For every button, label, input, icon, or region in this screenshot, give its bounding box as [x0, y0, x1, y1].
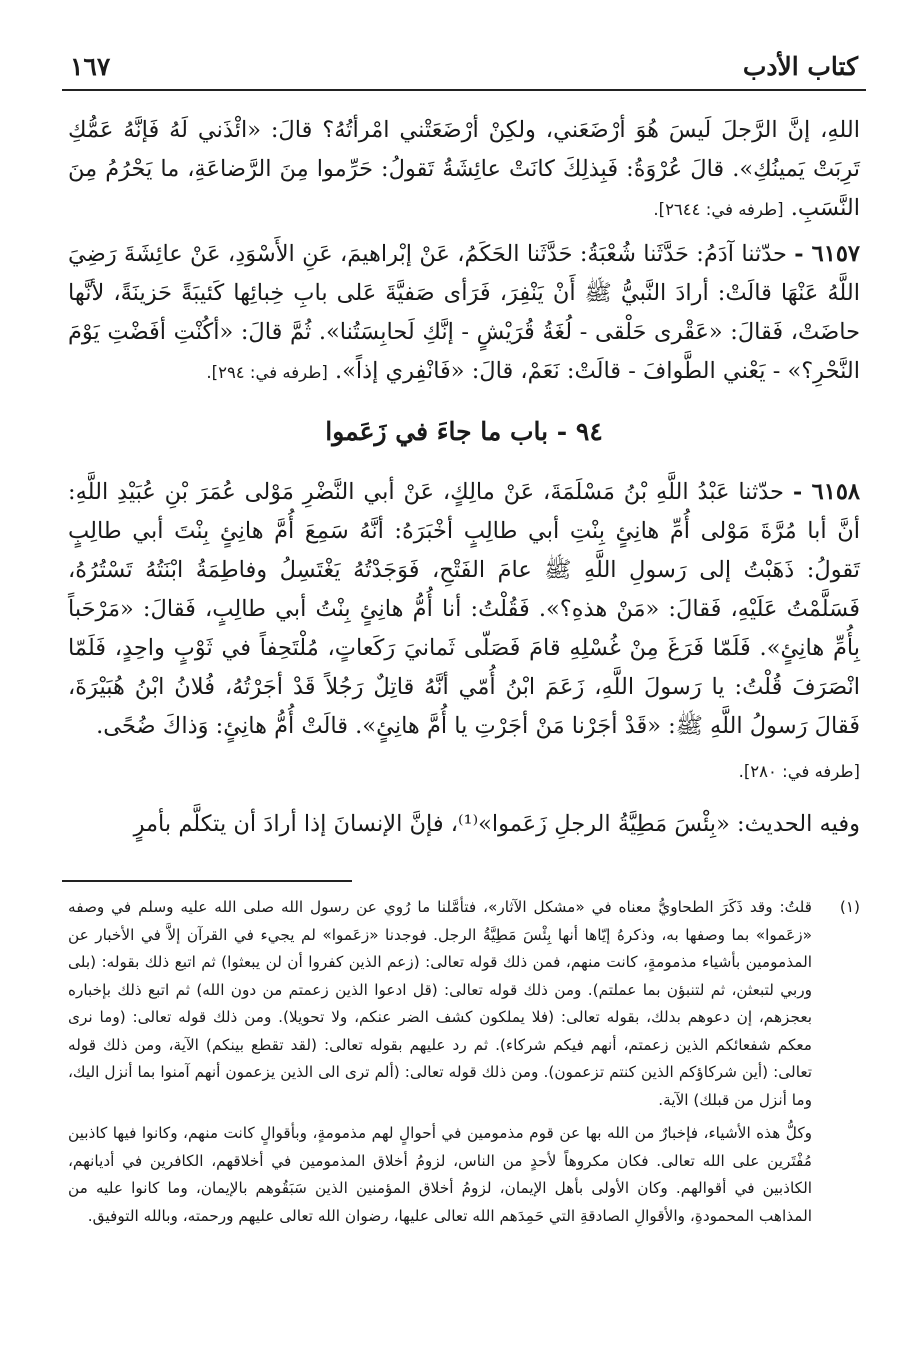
book-title: كتاب الأدب [742, 52, 858, 81]
cross-reference: [طرفه في: ٢٩٤]. [206, 363, 328, 382]
cross-reference: [طرفه في: ٢٦٤٤]. [653, 200, 784, 219]
hadith-text: حدّثنا عَبْدُ اللَّهِ بْنُ مَسْلَمَةَ، عَنْ مالِكٍ، عَنْ أبي النَّضْرِ مَوْلى عُمَرَ بْنِ عُبَيْدِ اللَّهِ: أنَّ أبا مُرَّةَ مَوْلى أُمِّ هانِئٍ بِنْتِ أبي طالِبٍ أخْبَرَهُ: أنَّهُ سَمِعَ أُمَّ هانِئٍ بِنْتَ أبي طالِبٍ تَقولُ: ذَهَبْتُ إلى رَسولِ اللَّهِ ﷺ عامَ الفَتْحِ، فَوَجَدْتُهُ يَغْتَسِلُ وفاطِمَةُ ابْنَتُهُ تَسْتُرُهُ، فَسَلَّمْتُ عَلَيْهِ، فَقالَ: «مَنْ هذهِ؟». فَقُلْتُ: أنا أُمُّ هانِئٍ بِنْتُ أبي طالِبٍ، فَقالَ: «مَرْحَباً بِأُمِّ هانِئٍ». فَلَمّا فَرَغَ مِنْ غُسْلِهِ قامَ فَصَلّى ثَمانيَ رَكَعاتٍ، مُلْتَحِفاً في ثَوْبٍ واحِدٍ، فَلَمّا انْصَرَفَ قُلْتُ: يا رَسولَ اللَّهِ، زَعَمَ ابْنُ أُمّي أنَّهُ قاتِلٌ رَجُلاً قَدْ أجَرْتُهُ، فُلانُ ابْنُ هُبَيْرَةَ، فَقالَ رَسولُ اللَّهِ ﷺ: «قَدْ أجَرْنا مَنْ أجَرْتِ يا أُمَّ هانِئٍ». قالَتْ أُمُّ هانِئٍ: وَذاكَ ضُحًى. [68, 479, 860, 739]
hadith-6157 [68, 235, 860, 392]
footnote-body [68, 894, 812, 1236]
running-header [62, 52, 866, 89]
hadith-text: حدّثنا آدَمُ: حَدَّثَنا شُعْبَةُ: حَدَّثَنا الحَكَمُ، عَنْ إبْراهيمَ، عَنِ الأَسْوَدِ، عَنْ عائِشَةَ رَضِيَ اللَّهُ عَنْهَا قالَتْ: أرادَ النَّبيُّ ﷺ أَنْ يَنْفِرَ، فَرَأى صَفيَّةَ عَلى بابِ خِبائِها كَئيبَةً حَزينَةً، لأنَّها حاضَتْ، فَقالَ: «عَقْرى حَلْقى - لُغَةُ قُرَيْشٍ - إنَّكِ لَحابِسَتُنا». ثُمَّ قالَ: «أكُنْتِ أفَضْتِ يَوْمَ النَّحْرِ؟» - يَعْني الطَّوافَ - قالَتْ: نَعَمْ، قالَ: «فَانْفِري إذاً». [68, 241, 860, 384]
continuation-paragraph [68, 111, 860, 229]
page-number: ١٦٧ [70, 52, 111, 81]
hadith-number: ٦١٥٧ - [794, 241, 860, 267]
header-rule [62, 89, 866, 91]
footnotes [68, 894, 860, 1236]
hadith-6158 [68, 473, 860, 746]
footnote-rule [62, 880, 352, 882]
closing-paragraph: وفيه الحديث: «بِئْسَ مَطِيَّةُ الرجلِ زَعَموا»⁽¹⁾، فإنَّ الإنسانَ إذا أرادَ أن يتكلَّم بأمرٍ [133, 811, 860, 837]
footnote-paragraph: قلتُ: وقد ذَكَرَ الطحاويُّ معناه في «مشكل الآثار»، فتأمَّلنا ما رُوي عن رسول الله صلى الله عليه وسلم في وصفه «زعَموا» بما وصفها به، وذكرهُ إيّاها أنها بِئْسَ مَطِيَّةُ الرجل. فوجدنا «زعَموا» لم يجيء في القرآن إلاَّ في الأخبار عن المذمومين بأشياء مذمومةٍ، كانت منهم، فمن ذلك قوله تعالى: (زعم الذين كفروا أن لن يبعثوا) ثم اتبع ذلك بقوله: (بلى وربي لتبعثن، ثم لتنبؤن بما عملتم). ومن ذلك قوله تعالى: (قل ادعوا الذين زعمتم من دون الله) ثم اتبع ذلك بإخباره بعجزهم، إن دعوهم بدلك، بقوله تعالى: (فلا يملكون كشف الضر عنكم، ولا تحويلا). ومن ذلك قوله تعالى: (وما نرى معكم شفعائكم الذين زعمتم، أنهم فيكم شركاء). ثم رد عليهم بقوله تعالى: (لقد تقطع بينكم) الآية، ومن ذلك قوله تعالى: (أين شركاؤكم الذين كنتم تزعمون). ومن ذلك قوله تعالى: (ألم ترى الى الذين يزعمون أنهم آمنوا بما أنزل اليك، وما أنزل من قبلك) الآية. [68, 898, 812, 1109]
chapter-title: ٩٤ - باب ما جاءَ في زَعَموا [325, 417, 603, 446]
hadith-number: ٦١٥٨ - [792, 479, 861, 505]
footnote-paragraph: وكلُّ هذه الأشياء، فإخبارٌ من الله بها عن قوم مذمومين في أحوالٍ لهم مذمومةٍ، وبأقوالٍ كانت منهم، وكانوا فيها كاذبين مُفْتَرين على الله تعالى. فكان مكروهاً لأحدٍ من الناس، لزومُ أخلاق المذمومين في أخلاقهم، الكافرين في أديانهم، الكاذبين في أقوالهم. وكان الأولى بأهل الإيمان، لزومُ أخلاق المؤمنين الذين سَبَقُوهم بالإيمان، وما كانوا عليه من المذاهب المحمودةِ، والأقوالِ الصادقةِ التي حَمِدَهم الله تعالى عليها، رضوان الله تعالى عليهم ورحمته، وبالله التوفيق. [68, 1124, 812, 1225]
footnote-1 [68, 894, 860, 1236]
footnote-marker: (١) [839, 898, 860, 916]
cross-reference: [طرفه في: ٢٨٠]. [738, 762, 860, 781]
continuation-text: اللهِ، إنَّ الرَّجلَ لَيسَ هُوَ أرْضَعَني، ولكِنْ أرْضَعَتْني امْرأتُهُ؟ قالَ: «ائْذَني لَهُ فَإنَّهُ عَمُّكِ تَرِبَتْ يَمينُكِ». قالَ عُرْوَةُ: فَبِذلِكَ كانَتْ عائِشَةُ تَقولُ: حَرِّموا مِنَ الرَّضاعَةِ، ما يَحْرُمُ مِنَ النَّسَبِ. [68, 117, 860, 221]
main-text [68, 111, 860, 844]
